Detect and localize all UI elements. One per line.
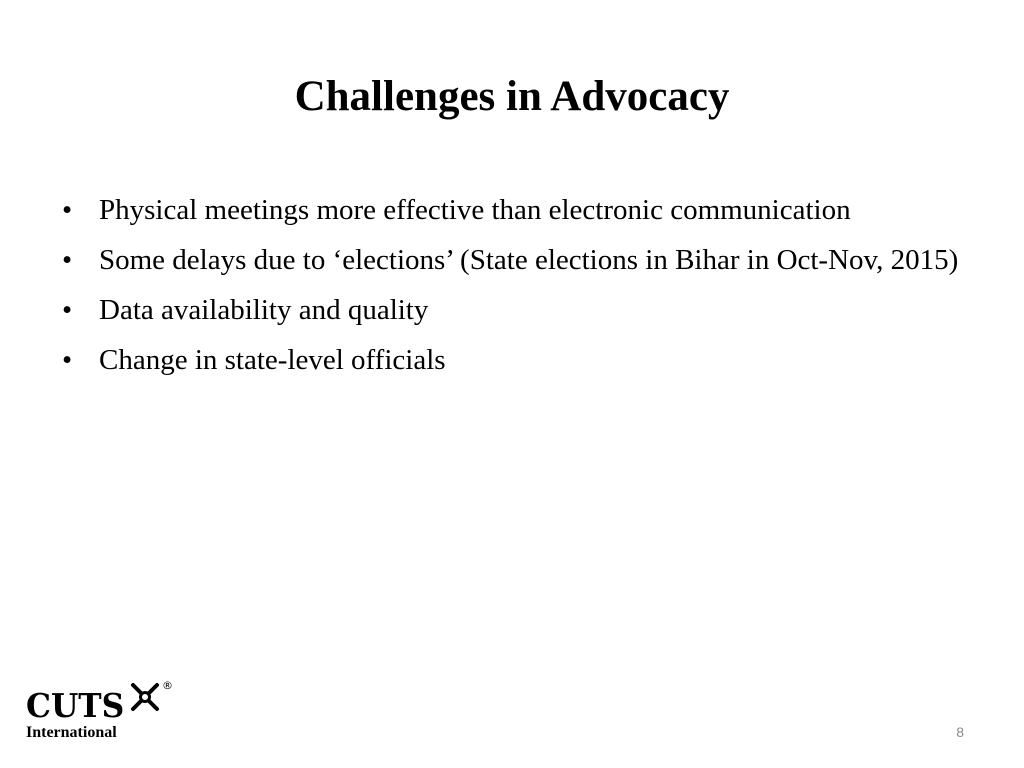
bullet-icon: •: [62, 294, 73, 326]
list-item: [62, 240, 972, 280]
page-number: 8: [956, 724, 964, 740]
registered-mark: ®: [162, 679, 173, 692]
bullet-text: Some delays due to ‘elections’ (State elections in Bihar in Oct-Nov, 2015): [99, 244, 959, 276]
logo-wordmark: CUTS: [26, 686, 125, 725]
list-item: [62, 190, 972, 230]
cuts-logo: [26, 680, 176, 744]
bullet-icon: •: [62, 194, 73, 226]
bullet-list: [62, 190, 972, 390]
slide-title: Challenges in Advocacy: [294, 73, 730, 120]
bullet-text: Change in state-level officials: [99, 344, 446, 376]
bullet-text: Data availability and quality: [99, 294, 429, 326]
bullet-icon: •: [62, 344, 73, 376]
logo-subtitle: International: [26, 724, 117, 741]
list-item: [62, 340, 972, 380]
bullet-text: Physical meetings more effective than electronic communication: [99, 194, 851, 226]
list-item: [62, 290, 972, 330]
bullet-icon: •: [62, 244, 73, 276]
crossed-swords-icon: [130, 682, 160, 712]
